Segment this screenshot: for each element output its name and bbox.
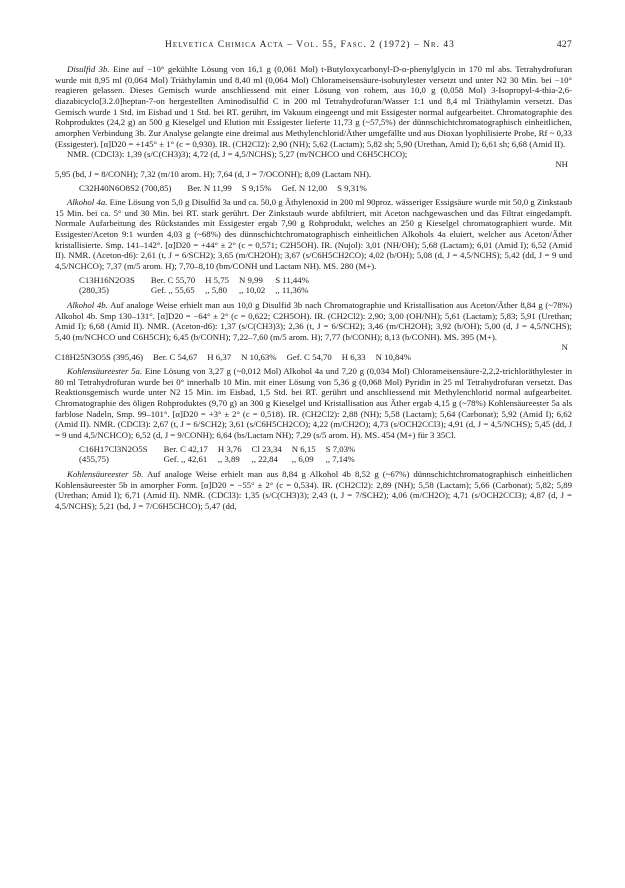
paragraph-disulfid-3b	[55, 64, 572, 149]
analysis-row: (455,75) Gef. ,, 42,61 ,, 3,89 ,, 22,84 ,, 6,09 ,, 7,14%	[79, 454, 355, 465]
page-header	[55, 40, 572, 50]
page-number: 427	[556, 40, 572, 50]
elemental-analysis	[55, 183, 572, 194]
analysis-row: C18H25N3O5S (395,46) Ber. C 54,67 H 6,37 N 10,63% Gef. C 54,70 H 6,33 N 10,84%	[55, 351, 412, 362]
paragraph-text: Eine auf −10° gekühlte Lösung von 16,1 g (0,061 Mol) t-Butyloxycarbonyl-D-α-phenylglycin in 170 ml abs. Tetrahydrofuran wurde mit 8,95 ml (0,064 Mol) Triäthylamin und 8,40 ml (0,064 Mol) Chlorameisensäure-isobutylester versetzt und unter N2 30 Min. bei −10° reagieren gelassen. Dieses Gemisch wurde anschliessend mit einer Lösung von rohem, aus 10,0 g (0,058 Mol) 3-Isopropyl-4-thia-2,6-diazabicyclo[3.2.0]heptan-7-on hergestellten Aminodisulfid C in 200 ml Tetrahydrofuran/Wasser 1:1 und 8,4 ml Triäthylamin versetzt. Das Gemisch wurde 1 Std. im Eisbad und 1 Std. bei RT. gerührt, im Vakuum eingeengt und mit Essigester normal aufgearbeitet. Chromatographie des Rohproduktes (24,2 g) an 500 g Kieselgel und Elution mit Essigester lieferte 11,73 g (~57,5%) der dünnschichtchromatographisch einheitlichen, amorphen Verbindung 3b. Zur Analyse gelangte eine dreimal aus Methylenchlorid/Äther umgefällte und aus Dioxan lyophilisierte Probe, Rf ~ 0,33 (Essigester). [α]D20 = +145° ± 1° (c = 0,930). IR. (CH2Cl2): 2,90 (NH); 5,62 (Lactam); 5,82 sh; 5,90 (Urethan, Amid I); 6,61 sh; 6,68 (Amid II).	[55, 64, 573, 149]
paragraph-alkohol-4a	[55, 197, 572, 272]
analysis-row: C16H17Cl3N2O5S Ber. C 42,17 H 3,76 Cl 23,34 N 6,15 S 7,03%	[79, 443, 356, 454]
n-annotation: N	[561, 341, 568, 352]
paragraph-ester-5b	[55, 469, 572, 512]
nmr-continuation: 5,95 (bd, J = 8/CONH); 7,32 (m/10 arom. H); 7,64 (d, J = 7/OCONH); 8,09 (Lactam NH).	[55, 168, 372, 179]
journal-page	[55, 40, 572, 512]
paragraph-text: Auf analoge Weise erhielt man aus 8,84 g Alkohol 4b 8,52 g (~67%) dünnschichtchromatographisch einheitlichen Kohlensäureester 5b in amorpher Form. [α]D20 = −55° ± 2° (c = 0,534). IR. (CH2Cl2): 2,89 (NH); 5,58 (Lactam); 5,66 (Carbonat); 5,82; 5,89 (Urethan; Amid I); 6,71 (Amid II). NMR. (CDCl3): 1,35 (s/C(CH3)3); 2,43 (t, J = 7/SCH2); 4,06 (m/CH2O); 4,71 (s/OCH2CCl3); 4,87 (d, J = 4,5/NCHS); 5,21 (bd, J = 7/C6H5CHCO); 5,47 (dd,	[55, 468, 572, 511]
paragraph-title: Kohlensäureester 5b.	[67, 468, 144, 479]
elemental-analysis	[55, 352, 572, 363]
elemental-analysis	[55, 275, 572, 296]
analysis-row: C13H16N2O3S Ber. C 55,70 H 5,75 N 9,99 S 11,44%	[79, 274, 309, 285]
paragraph-text: Eine Lösung von 5,0 g Disulfid 3a und ca. 50,0 g Äthylenoxid in 200 ml 90proz. wässeriger Essigsäure wurde mit 50,0 g Zinkstaub 15 Min. bei ca. 5° und 30 Min. bei RT. stark gerührt. Der Zinkstaub wurde abfiltriert, mit Aceton nachgewaschen und das Filtrat eingedampft. Normale Aufarbeitung des Rückstandes mit Essigester ergab 7,90 g Rohprodukt, welches an 250 g Kieselgel chromatographiert wurde. Mit Essigester/Aceton 9:1 wurden 4,03 g (~68%) des dünnschichtchromatographisch einheitlichen Alkohols 4a eluiert, welcher aus Aceton/Äther kristallisierte. Smp. 141–142°. [α]D20 = +44° ± 2° (c = 0,571; C2H5OH). IR. (Nujol): 3,01 (NH/OH); 5,68 (Lactam); 6,01 (Amid I); 6,52 (Amid II). NMR. (Aceton-d6): 2,61 (t, J = 6/SCH2); 3,65 (m/CH2OH); 3,67 (s/C6H5CH2CO); 4,02 (b/OH); 5,08 (d, J = 4,5/NCHS); 5,42 (dd, J = 9 und 4,5/NCHCO); 7,37 (m/5 arom. H); 7,70–8,10 (bm/CONH und Lactam NH). MS. 280 (M+).	[55, 197, 572, 272]
paragraph-title: Kohlensäureester 5a.	[67, 366, 143, 377]
nh-annotation: NH	[555, 158, 568, 169]
paragraph-alkohol-4b	[55, 300, 572, 343]
nmr-line: NMR. (CDCl3): 1,39 (s/C(CH3)3); 4,72 (d, J = 4,5/NCHS); 5,27 (m/NCHCO und C6H5CHCO);	[67, 149, 408, 160]
elemental-analysis	[55, 444, 572, 465]
running-head: Helvetica Chimica Acta – Vol. 55, Fasc. 2 (1972) – Nr. 43	[164, 40, 455, 50]
analysis-row: (280,35) Gef. ,, 55,65 ,, 5,80 ,, 10,02 ,, 11,36%	[79, 285, 309, 296]
paragraph-ester-5a	[55, 366, 572, 441]
paragraph-title: Disulfid 3b.	[67, 64, 110, 74]
paragraph-text: Auf analoge Weise erhielt man aus 10,0 g Disulfid 3b nach Chromatographie und Kristallisation aus Aceton/Äther 8,84 g (~78%) Alkohol 4b. Smp 130–131°. [α]D20 = −64° ± 2° (c = 0,622; C2H5OH). IR. (CH2Cl2): 2,90; 3,00 (OH/NH); 5,61 (Lactam); 5,83; 5,91 (Urethan; Amid I); 6,68 (Amid II). NMR. (Aceton-d6): 1,37 (s/C(CH3)3); 2,36 (t, J = 6/SCH2); 3,46 (m/CH2OH); 3,92 (b/OH); 5,00 (d, J = 4,5/NCHS); 5,40 (m/NCHCO und C6H5CH); 6,45 (b/CONH); 7,22–7,60 (m/5 arom. H); 7,77 (b/CONH); 8,13 (b/CONH). MS. 395 (M+).	[55, 299, 572, 342]
paragraph-title: Alkohol 4b.	[67, 299, 108, 310]
analysis-row: C32H40N6O8S2 (700,85) Ber. N 11,99 S 9,15% Gef. N 12,00 S 9,31%	[79, 182, 367, 193]
paragraph-title: Alkohol 4a.	[67, 197, 108, 208]
paragraph-text: Eine Lösung von 3,27 g (~0,012 Mol) Alkohol 4a und 7,20 g (0,034 Mol) Chlorameisensäure-2,2,2-trichloräthylester in 80 ml Tetrahydrofuran wurde bei 0° innerhalb 10 Min. mit einer Lösung von 5,36 g (0,068 Mol) Pyridin in 25 ml Tetrahydrofuran versetzt. Das Reaktionsgemisch wurde unter N2 15 Min. im Eisbad, 1,5 Std. bei RT. gerührt und anschliessend mit Methylenchlorid normal aufgearbeitet. Chromatographie des öligen Rohproduktes (9,70 g) an 300 g Kieselgel und Kristallisation aus Äther ergab 4,15 g (~78%) Kohlensäureester 5a als farblose Nadeln, Smp. 99–101°. [α]D20 = +3° ± 2° (c = 0,518). IR. (CH2Cl2): 2,88 (NH); 5,58 (Lactam); 5,64 (Carbonat); 5,92 (Amid I); 6,62 (Amid II). NMR. (CDCl3): 2,67 (t, J = 6/SCH2); 3,61 (s/C6H5CH2CO); 4,22 (m/CH2O); 4,73 (s/OCH2CCl3); 4,91 (d, J = 4,5/NCHS); 5,45 (dd, J = 9 und 4,5/NCHCO); 6,52 (d, J = 9/CONH); 6,64 (bs/Lactam NH); 7,29 (s/5 arom. H). MS. 454 (M+) für 3 35Cl.	[55, 366, 573, 441]
